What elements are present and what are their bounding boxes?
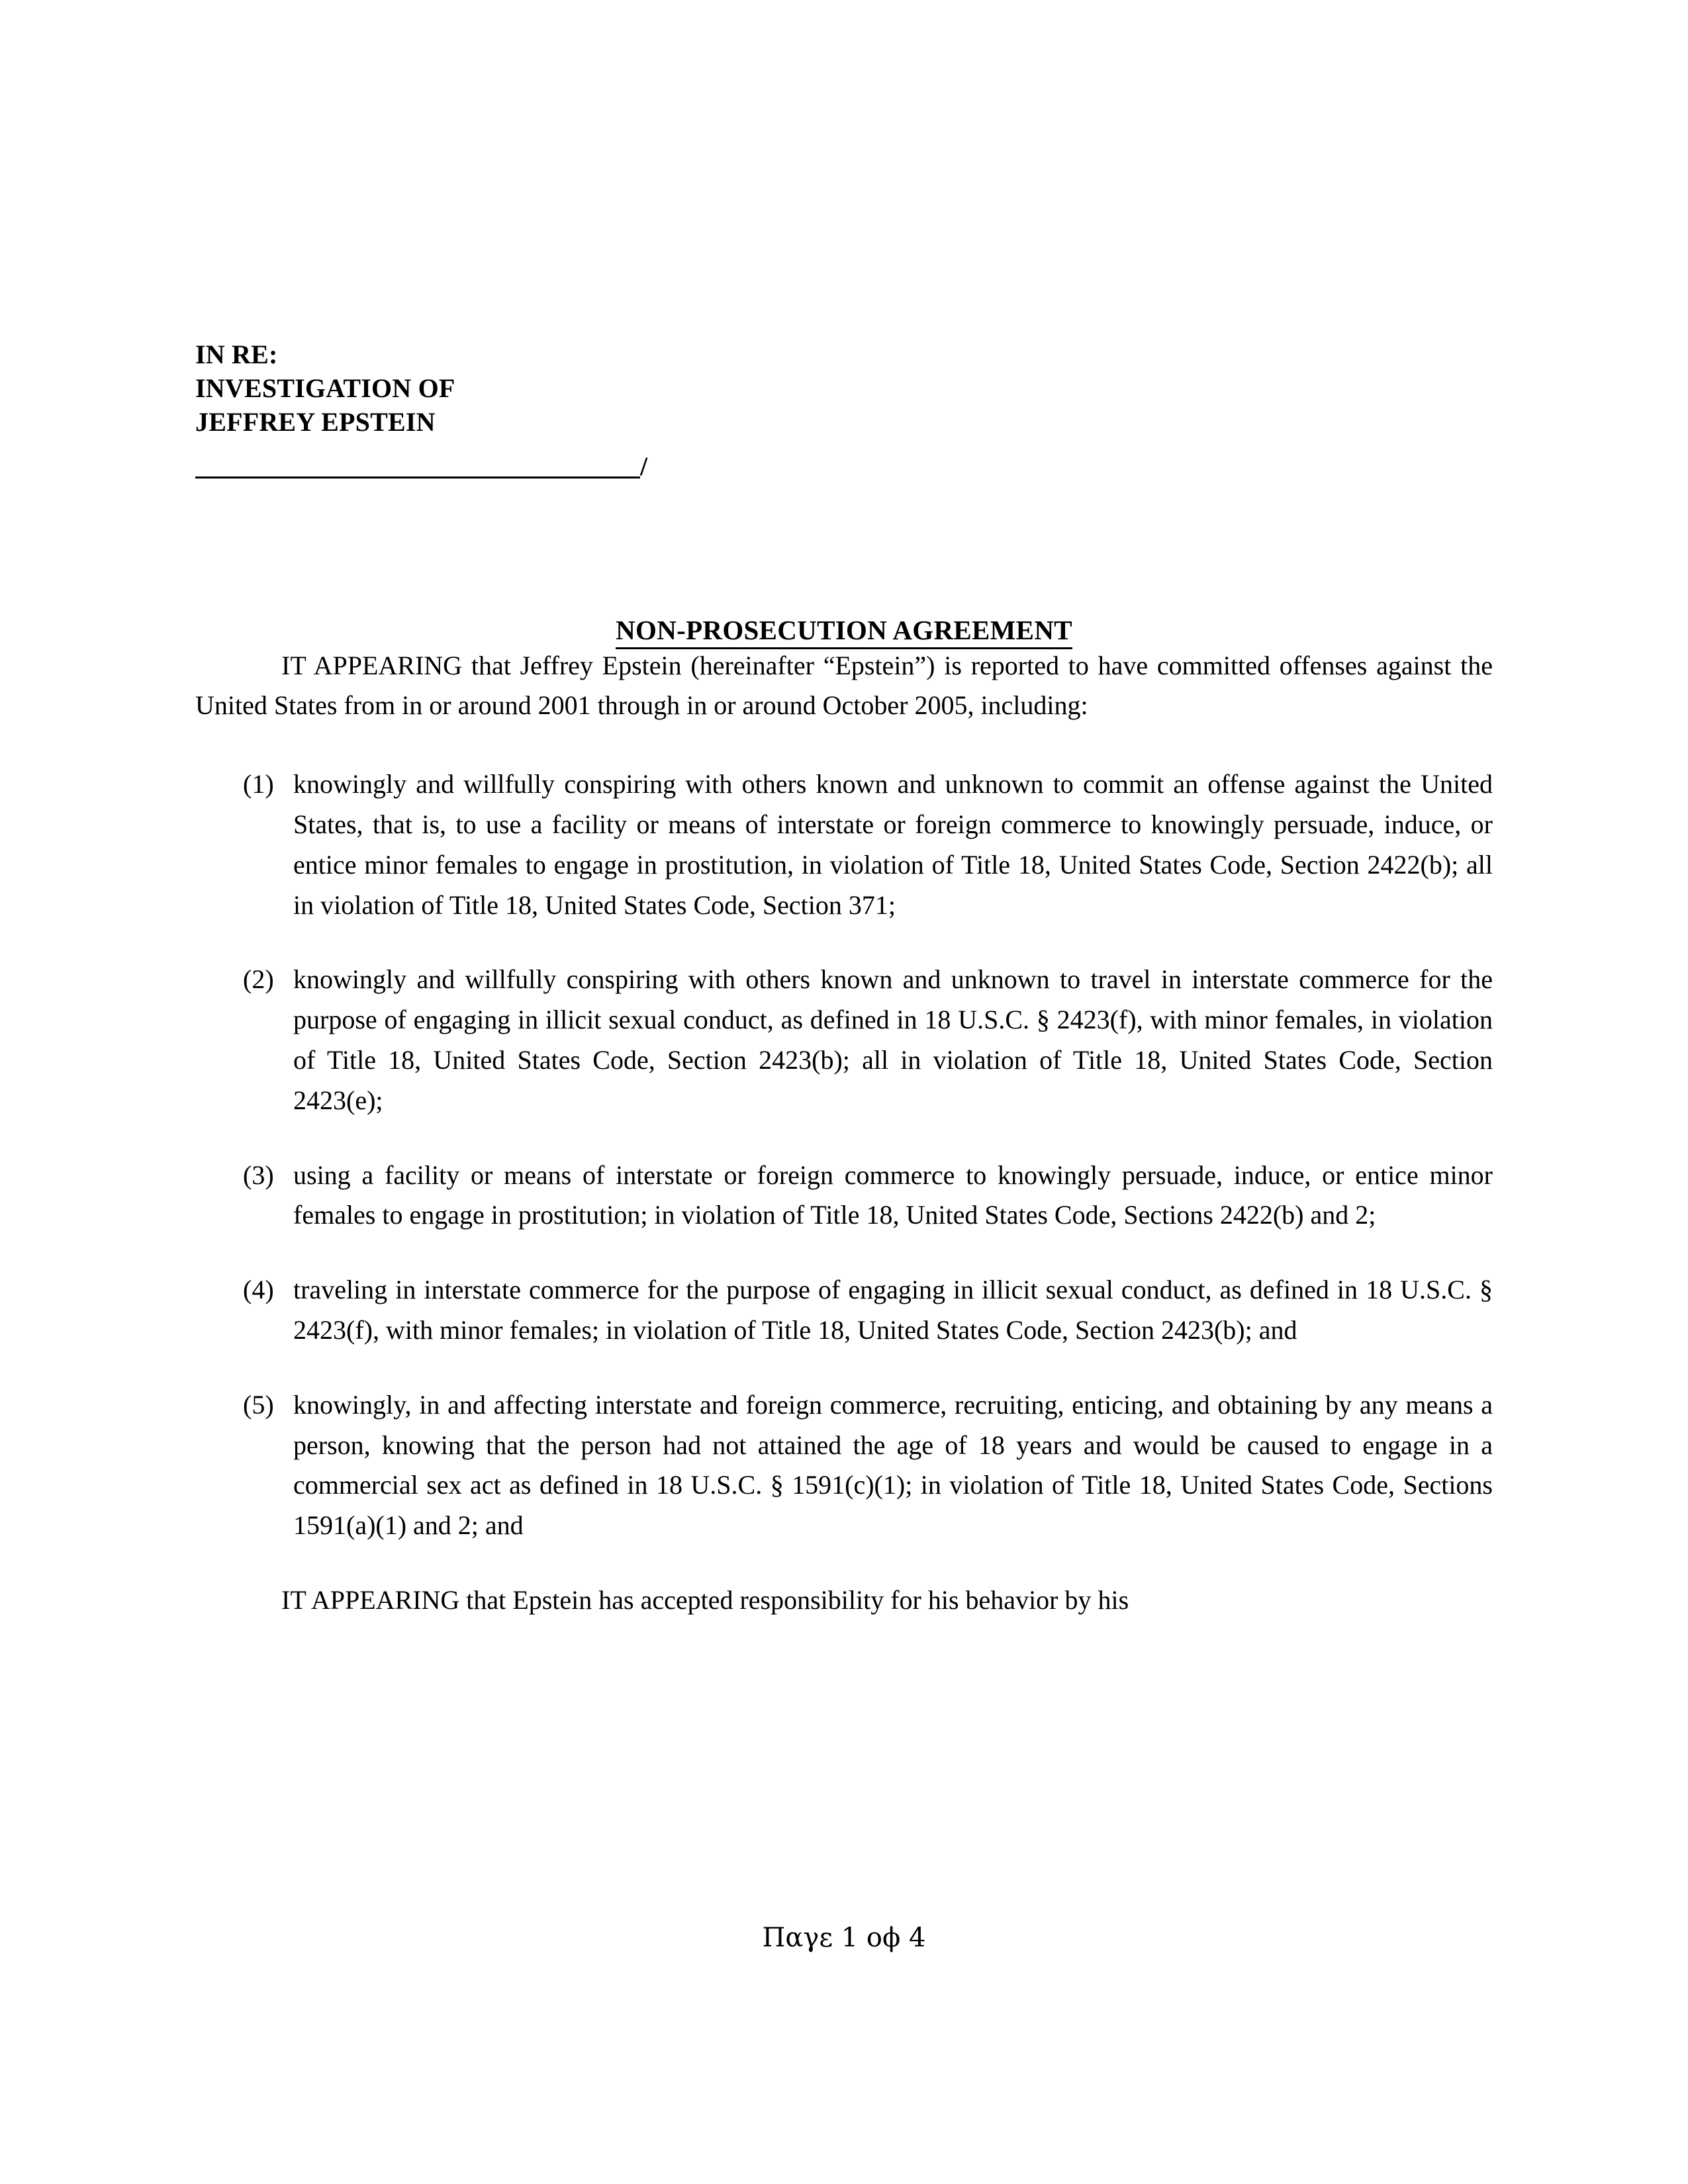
document-body [195, 338, 1493, 1621]
list-item [195, 1270, 1493, 1351]
list-item [195, 1385, 1493, 1546]
list-item-text: using a facility or means of interstate or foreign commerce to knowingly persuade, induce, or entice minor females to engage in prostitution; in violation of Title 18, United States Code, Sections 2422(b) and 2; [293, 1160, 1493, 1230]
list-item [195, 1156, 1493, 1236]
list-item-text: traveling in interstate commerce for the purpose of engaging in illicit sexual conduct, as defined in 18 U.S.C. § 2423(f), with minor females; in violation of Title 18, United States Code, Section 2423(b); and [293, 1275, 1493, 1345]
closing-paragraph: IT APPEARING that Epstein has accepted responsibility for his behavior by his [281, 1584, 1129, 1615]
caption-divider [195, 451, 1493, 487]
caption-line-2: INVESTIGATION OF [195, 373, 455, 404]
list-item-text: knowingly and willfully conspiring with others known and unknown to commit an offense against the United States, that is, to use a facility or means of interstate or foreign commerce to knowingly persuade, induce, or entice minor females to engage in prostitution, in violation of Title 18, United States Code, Section 2422(b); all in violation of Title 18, United States Code, Section 371; [293, 769, 1493, 920]
list-item-number: (2) [243, 964, 274, 995]
list-item-number: (1) [243, 769, 274, 799]
page-title-text: NON-PROSECUTION AGREEMENT [616, 615, 1072, 649]
offense-list [195, 764, 1493, 1546]
caption-slash: / [640, 451, 648, 481]
list-item [195, 960, 1493, 1120]
list-item-text: knowingly and willfully conspiring with others known and unknown to travel in interstate commerce for the purpose of engaging in illicit sexual conduct, as defined in 18 U.S.C. § 2423(f), with minor females, in violation of Title 18, United States Code, Section 2423(b); all in violation of Title 18, United States Code, Section 2423(e); [293, 964, 1493, 1115]
list-item-number: (5) [243, 1389, 274, 1420]
list-item-number: (4) [243, 1275, 274, 1305]
list-item [195, 764, 1493, 925]
case-caption [195, 338, 1493, 439]
intro-paragraph: IT APPEARING that Jeffrey Epstein (hereinafter “Epstein”) is reported to have committed offenses against the United States from in or around 2001 through in or around October 2005, including: [195, 650, 1493, 721]
list-item-text: knowingly, in and affecting interstate and foreign commerce, recruiting, enticing, and obtaining by any means a person, knowing that the person had not attained the age of 18 years and would be caused to engage in a commercial sex act as defined in 18 U.S.C. § 1591(c)(1); in violation of Title 18, United States Code, Sections 1591(a)(1) and 2; and [293, 1389, 1493, 1541]
caption-line-3: JEFFREY EPSTEIN [195, 407, 436, 437]
caption-line-1: IN RE: [195, 340, 278, 369]
page-title [195, 614, 1493, 646]
caption-rule [195, 457, 640, 478]
page-footer: Παγε 1 οϕ 4 [762, 1923, 926, 1953]
list-item-number: (3) [243, 1160, 274, 1190]
